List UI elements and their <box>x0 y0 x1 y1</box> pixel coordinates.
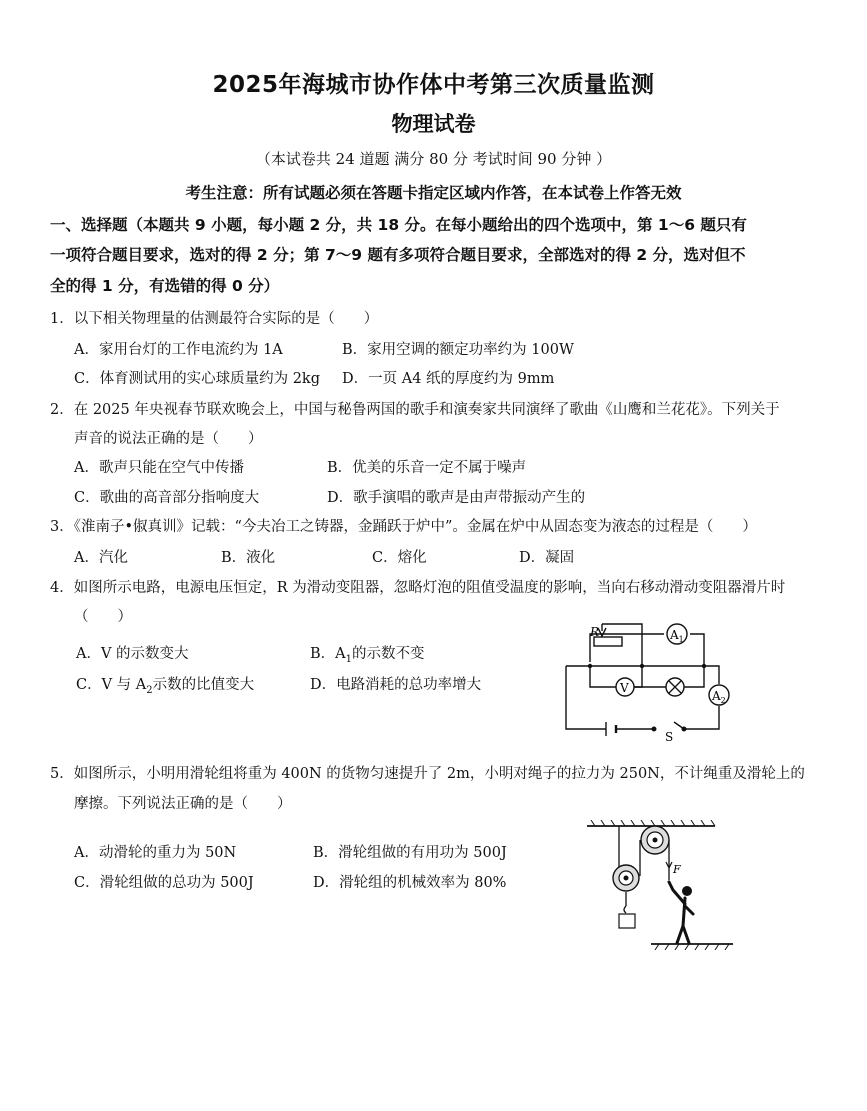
q2-option-b: B．优美的乐音一定不属于噪声 <box>327 460 527 476</box>
pulley-diagram <box>585 820 735 950</box>
paper-title: 物理试卷 <box>391 112 476 136</box>
q5-option-b: B．滑轮组做的有用功为 500J <box>313 845 507 861</box>
q4-option-b: B．$A_1$的示数不变 <box>310 646 425 665</box>
label-force: F <box>673 863 681 876</box>
q5-option-a: A．动滑轮的重力为 50N <box>74 845 237 861</box>
q2-stem-line-1: 2．在 2025 年央视春节联欢晚会上，中国与秘鲁两国的歌手和演奏家共同演绎了歌曲《山鹰和兰花花》。下列关于 <box>50 402 780 418</box>
exam-info: （本试卷共 24 道题 满分 80 分 考试时间 90 分钟 ） <box>255 150 612 168</box>
q5-option-c: C．滑轮组做的总功为 500J <box>74 875 254 891</box>
q1-stem: 1．以下相关物理量的估测最符合实际的是（ ） <box>50 311 379 327</box>
q1-option-d: D．一页 A4 纸的厚度约为 9mm <box>342 371 555 387</box>
q5-stem-line-1: 5．如图所示，小明用滑轮组将重为 400N 的货物匀速提升了 2m，小明对绳子的拉力为 250N，不计绳重及滑轮上的 <box>50 766 805 782</box>
q3-option-a: A．汽化 <box>74 550 128 566</box>
q3-option-b: B．液化 <box>221 550 276 566</box>
cargo-box <box>619 914 635 928</box>
label-v: V <box>620 681 629 695</box>
circuit-diagram <box>562 612 737 742</box>
q1-option-b: B．家用空调的额定功率约为 100W <box>342 342 574 358</box>
candidate-notice: 考生注意：所有试题必须在答题卡指定区域内作答，在本试卷上作答无效 <box>185 184 682 202</box>
section-instructions-line-2: 一项符合题目要求，选对的得 2 分；第 7～9 题有多项符合题目要求，全部选对的得 2 分，选对但不 <box>50 246 746 264</box>
q2-option-d: D．歌手演唱的歌声是由声带振动产生的 <box>327 490 586 506</box>
q4-stem-line-1: 4．如图所示电路，电源电压恒定，R 为滑动变阻器，忽略灯泡的阻值受温度的影响，当向右移动滑动变阻器滑片时 <box>50 580 786 596</box>
section-instructions-line-3: 全的得 1 分，有选错的得 0 分） <box>50 277 280 295</box>
label-s: S <box>665 730 674 742</box>
q4-option-c: C．V 与 $A_2$示数的比值变大 <box>76 677 255 696</box>
section-instructions-line-1: 一、选择题（本题共 9 小题，每小题 2 分，共 18 分。在每小题给出的四个选项中，第 1～6 题只有 <box>50 216 747 234</box>
q4-option-a: A．V 的示数变大 <box>76 646 189 662</box>
q5-stem-line-2: 摩擦。下列说法正确的是（ ） <box>74 796 292 812</box>
q5-option-d: D．滑轮组的机械效率为 80% <box>313 875 507 891</box>
q2-option-a: A．歌声只能在空气中传播 <box>74 460 244 476</box>
label-a2: $A_2$ <box>712 689 726 705</box>
q1-option-a: A．家用台灯的工作电流约为 1A <box>74 342 283 358</box>
label-a1: $A_1$ <box>670 628 684 644</box>
q3-option-d: D．凝固 <box>519 550 575 566</box>
label-r: R <box>590 625 600 639</box>
q4-option-d: D．电路消耗的总功率增大 <box>310 677 482 693</box>
q2-option-c: C．歌曲的高音部分指响度大 <box>74 490 260 506</box>
q3-option-c: C．熔化 <box>372 550 427 566</box>
exam-title: 2025年海城市协作体中考第三次质量监测 <box>212 72 655 98</box>
q4-stem-line-2: （ ） <box>74 609 132 625</box>
q1-option-c: C．体育测试用的实心球质量约为 2kg <box>74 371 320 387</box>
q2-stem-line-2: 声音的说法正确的是（ ） <box>74 431 263 447</box>
q3-stem: 3．《淮南子•俶真训》记载：“今夫冶工之铸器，金踊跃于炉中”。金属在炉中从固态变为液态的过程是（ ） <box>50 519 757 535</box>
